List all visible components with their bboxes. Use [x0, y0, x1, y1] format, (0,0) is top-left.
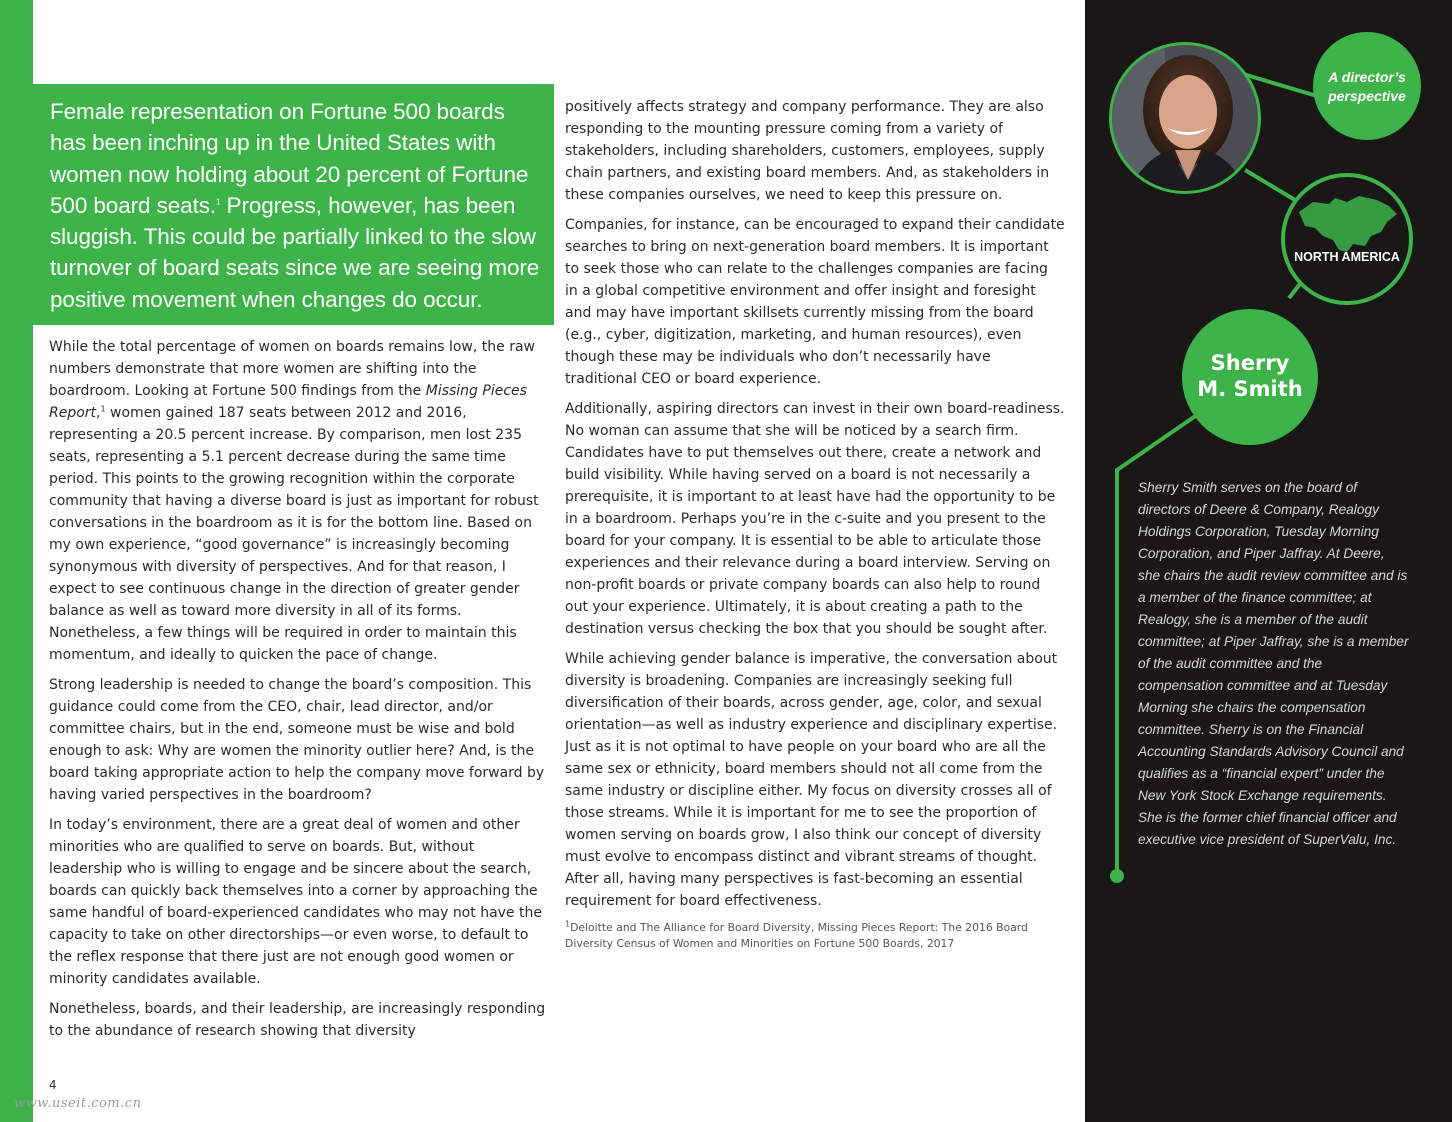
footnote-marker: 1	[100, 404, 106, 414]
pull-quote-callout	[33, 84, 554, 325]
perspective-label: A director’s perspective	[1328, 69, 1406, 104]
paragraph: positively affects strategy and company performance. They are also responding to the mounting pressure coming from a variety of stakeholders, including shareholders, customers, employees, supply chain partners, and existing board members. And, as stakeholders in these companies ourselves, we need to keep this pressure on.	[565, 99, 1050, 203]
paragraph: Strong leadership is needed to change the board’s composition. This guidance could come from the CEO, chair, lead director, and/or committee chairs, but in the end, someone must be wise and bold enough to ask: Why are women the minority outlier here? And, is the board taking appropriate action to help the company move forward by having varied perspectives in the boardroom?	[49, 677, 545, 803]
portrait-photo	[1105, 40, 1265, 200]
left-column	[49, 336, 549, 1050]
director-name: Sherry M. Smith	[1197, 351, 1303, 401]
paragraph: While achieving gender balance is imperative, the conversation about diversity is broadening. Companies are increasingly seeking full diversification of their boards, across gender, age, color, and sexual orientation—as well as industry experience and disciplinary expertise. Just as it is not optimal to have people on your board who are all the same sex or ethnicity, board members should not all come from the same industry or discipline either. My focus on diversity crosses all of those streams. While it is important for me to see the proportion of women serving on boards grow, I also think our concept of diversity must evolve to encompass distinct and vibrant streams of thought. After all, having many perspectives is fast-becoming an essential requirement for board effectiveness.	[565, 651, 1058, 909]
paragraph: In today’s environment, there are a great deal of women and other minorities who are qualified to serve on boards. But, without leadership who is willing to engage and be sincere about the search, boards can quickly back themselves into a corner by approaching the same handful of board-experienced candidates who may not have the capacity to take on other directorships—or even worse, to default to the reflex response that there just are not enough good women or minority candidates available.	[49, 817, 542, 987]
page-number: 4	[49, 1078, 57, 1092]
paragraph: While the total percentage of women on boards remains low, the raw numbers demonstrate that more women are shifting into the boardroom. Looking at Fortune 500 findings from the Missing Pieces Report,$^1$ women gained 187 seats between 2012 and 2016, representing a 20.5 percent increase. By comparison, men lost 235 seats, representing a 5.1 percent decrease during the same time period. This points to the growing recognition within the corporate community that having a diverse board is just as important for robust conversations in the boardroom as it is for the bottom line. Based on my own experience, “good governance” is increasingly becoming synonymous with diversity of perspectives. And for that reason, I expect to see continuous change in the direction of greater gender balance as well as toward more diversity in all of its forms. Nonetheless, a few things will be required in order to maintain this momentum, and ideally to quicken the pace of change.	[49, 339, 539, 663]
director-bio: Sherry Smith serves on the board of directors of Deere & Company, Realogy Holdings Corporation, Tuesday Morning Corporation, and Piper Jaffray. At Deere, she chairs the audit review committee and is a member of the finance committee; at Realogy, she is a member of the audit committee; at Piper Jaffray, she is a member of the audit committee and the compensation committee and at Tuesday Morning she chairs the compensation committee. Sherry is on the Financial Accounting Standards Advisory Council and qualifies as a “financial expert” under the New York Stock Exchange requirements. She is the former chief financial officer and executive vice president of SuperValu, Inc.	[1138, 480, 1409, 847]
north-america-map-badge	[1283, 175, 1411, 303]
connector-end-dot	[1110, 869, 1124, 883]
pull-quote-text: Female representation on Fortune 500 boards has been inching up in the United States with women now holding about 20 percent of Fortune 500 board seats.$^1$ Progress, however, has been sluggish. This could be partially linked to the slow turnover of board seats since we are seeing more positive movement when changes do occur.	[50, 99, 540, 312]
footnote-marker: 1	[216, 197, 221, 207]
paragraph: Nonetheless, boards, and their leadership, are increasingly responding to the abundance of research showing that diversity	[49, 1001, 546, 1039]
report-title: Missing Pieces Report	[49, 383, 527, 421]
watermark: www.useit.com.cn	[14, 1096, 142, 1111]
left-accent-strip	[0, 0, 33, 1122]
region-label: NORTH AMERICA	[1294, 250, 1400, 264]
paragraph: Companies, for instance, can be encouraged to expand their candidate searches to bring on next-generation board members. It is important to seek those who can relate to the challenges companies are facing in a global competitive environment and offer insight and foresight and may have important skillsets currently missing from the board (e.g., cyber, digitization, marketing, and human resources), even though these may be individuals who don’t necessarily have traditional CEO or board experience.	[565, 217, 1065, 387]
paragraph: Additionally, aspiring directors can invest in their own board-readiness. No woman can assume that she will be noticed by a search firm. Candidates have to put themselves out there, create a network and build visibility. While having served on a board is not necessarily a prerequisite, it is important to at least have had the opportunity to be in a boardroom. Perhaps you’re in the c-suite and you present to the board for your company. It is essential to be able to articulate those experiences and their relevance during a board interview. Serving on non-profit boards or private company boards can also help to round out your experience. Ultimately, it is about creating a path to the destination versus checking the box that you should be sought after.	[565, 401, 1065, 637]
right-column	[565, 96, 1065, 952]
footnote: $^1$Deloitte and The Alliance for Board Diversity, Missing Pieces Report: The 2016 Board Diversity Census of Women and Minorities on Fortune 500 Boards, 2017	[565, 919, 1028, 950]
